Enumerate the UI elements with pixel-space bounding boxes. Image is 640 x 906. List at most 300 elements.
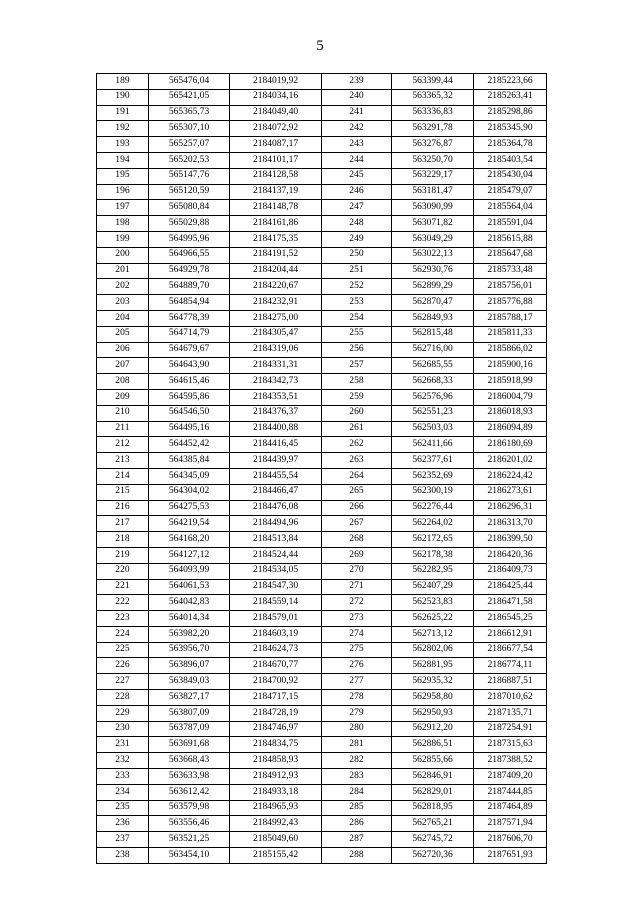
- y-coordinate-left: 2184746,97: [230, 721, 322, 737]
- x-coordinate-left: 563691,68: [149, 737, 230, 753]
- point-number-right: 288: [322, 848, 392, 864]
- point-number-right: 239: [322, 74, 392, 90]
- point-number-left: 216: [97, 500, 149, 516]
- point-number-right: 243: [322, 137, 392, 153]
- point-number-left: 212: [97, 437, 149, 453]
- y-coordinate-left: 2184128,58: [230, 168, 322, 184]
- x-coordinate-left: 564714,79: [149, 326, 230, 342]
- point-number-right: 264: [322, 468, 392, 484]
- y-coordinate-left: 2184331,31: [230, 358, 322, 374]
- y-coordinate-left: 2184494,96: [230, 516, 322, 532]
- x-coordinate-right: 563399,44: [392, 74, 474, 90]
- y-coordinate-right: 2186004,79: [474, 389, 547, 405]
- point-number-right: 258: [322, 374, 392, 390]
- point-number-left: 229: [97, 705, 149, 721]
- x-coordinate-left: 564014,34: [149, 611, 230, 627]
- point-number-left: 237: [97, 832, 149, 848]
- point-number-left: 206: [97, 342, 149, 358]
- point-number-right: 257: [322, 358, 392, 374]
- table-row: [97, 89, 547, 105]
- table-row: [97, 547, 547, 563]
- y-coordinate-right: 2186296,31: [474, 500, 547, 516]
- point-number-right: 266: [322, 500, 392, 516]
- y-coordinate-left: 2184547,30: [230, 579, 322, 595]
- point-number-right: 271: [322, 579, 392, 595]
- x-coordinate-left: 565307,10: [149, 121, 230, 137]
- table-row: [97, 421, 547, 437]
- point-number-left: 235: [97, 800, 149, 816]
- x-coordinate-left: 564042,83: [149, 595, 230, 611]
- y-coordinate-right: 2186887,51: [474, 674, 547, 690]
- x-coordinate-left: 564495,16: [149, 421, 230, 437]
- point-number-right: 241: [322, 105, 392, 121]
- y-coordinate-right: 2186774,11: [474, 658, 547, 674]
- point-number-right: 267: [322, 516, 392, 532]
- point-number-right: 275: [322, 642, 392, 658]
- y-coordinate-left: 2185049,60: [230, 832, 322, 848]
- point-number-left: 218: [97, 532, 149, 548]
- point-number-right: 240: [322, 89, 392, 105]
- y-coordinate-left: 2184342,73: [230, 374, 322, 390]
- table-row: [97, 626, 547, 642]
- y-coordinate-right: 2186094,89: [474, 421, 547, 437]
- y-coordinate-right: 2185776,88: [474, 295, 547, 311]
- y-coordinate-left: 2184603,19: [230, 626, 322, 642]
- y-coordinate-right: 2185918,99: [474, 374, 547, 390]
- point-number-right: 274: [322, 626, 392, 642]
- x-coordinate-right: 562300,19: [392, 484, 474, 500]
- y-coordinate-left: 2184513,84: [230, 532, 322, 548]
- coordinates-table-body: [97, 74, 547, 864]
- x-coordinate-right: 563291,78: [392, 121, 474, 137]
- table-row: [97, 816, 547, 832]
- y-coordinate-right: 2185647,68: [474, 247, 547, 263]
- y-coordinate-right: 2185788,17: [474, 310, 547, 326]
- table-row: [97, 137, 547, 153]
- x-coordinate-right: 563071,82: [392, 216, 474, 232]
- x-coordinate-left: 563556,46: [149, 816, 230, 832]
- y-coordinate-right: 2186409,73: [474, 563, 547, 579]
- point-number-left: 232: [97, 753, 149, 769]
- y-coordinate-right: 2187135,71: [474, 705, 547, 721]
- y-coordinate-left: 2184439,97: [230, 453, 322, 469]
- table-row: [97, 674, 547, 690]
- point-number-right: 282: [322, 753, 392, 769]
- table-row: [97, 563, 547, 579]
- point-number-left: 223: [97, 611, 149, 627]
- y-coordinate-left: 2184834,75: [230, 737, 322, 753]
- y-coordinate-right: 2186399,50: [474, 532, 547, 548]
- table-row: [97, 784, 547, 800]
- x-coordinate-left: 563982,20: [149, 626, 230, 642]
- x-coordinate-left: 564546,50: [149, 405, 230, 421]
- x-coordinate-left: 565029,88: [149, 216, 230, 232]
- y-coordinate-right: 2187571,94: [474, 816, 547, 832]
- x-coordinate-right: 562377,61: [392, 453, 474, 469]
- table-row: [97, 500, 547, 516]
- y-coordinate-right: 2185345,90: [474, 121, 547, 137]
- table-row: [97, 848, 547, 864]
- y-coordinate-right: 2185263,41: [474, 89, 547, 105]
- x-coordinate-left: 564168,20: [149, 532, 230, 548]
- x-coordinate-right: 562881,95: [392, 658, 474, 674]
- y-coordinate-left: 2184624,73: [230, 642, 322, 658]
- x-coordinate-right: 562503,03: [392, 421, 474, 437]
- table-row: [97, 74, 547, 90]
- x-coordinate-right: 562282,95: [392, 563, 474, 579]
- point-number-left: 195: [97, 168, 149, 184]
- x-coordinate-right: 562713,12: [392, 626, 474, 642]
- table-row: [97, 216, 547, 232]
- point-number-left: 193: [97, 137, 149, 153]
- point-number-right: 263: [322, 453, 392, 469]
- x-coordinate-left: 563521,25: [149, 832, 230, 848]
- x-coordinate-right: 562935,32: [392, 674, 474, 690]
- x-coordinate-right: 563090,99: [392, 200, 474, 216]
- y-coordinate-right: 2185733,48: [474, 263, 547, 279]
- x-coordinate-left: 563896,07: [149, 658, 230, 674]
- x-coordinate-left: 563454,10: [149, 848, 230, 864]
- x-coordinate-right: 563049,29: [392, 231, 474, 247]
- point-number-right: 242: [322, 121, 392, 137]
- x-coordinate-right: 562849,93: [392, 310, 474, 326]
- y-coordinate-right: 2186201,02: [474, 453, 547, 469]
- x-coordinate-right: 562818,95: [392, 800, 474, 816]
- table-row: [97, 342, 547, 358]
- point-number-left: 238: [97, 848, 149, 864]
- y-coordinate-left: 2184992,43: [230, 816, 322, 832]
- x-coordinate-left: 565147,76: [149, 168, 230, 184]
- y-coordinate-left: 2184319,06: [230, 342, 322, 358]
- point-number-right: 273: [322, 611, 392, 627]
- y-coordinate-left: 2184455,54: [230, 468, 322, 484]
- table-row: [97, 595, 547, 611]
- x-coordinate-left: 565257,07: [149, 137, 230, 153]
- point-number-right: 287: [322, 832, 392, 848]
- point-number-right: 249: [322, 231, 392, 247]
- point-number-left: 220: [97, 563, 149, 579]
- y-coordinate-right: 2187651,93: [474, 848, 547, 864]
- y-coordinate-left: 2184534,05: [230, 563, 322, 579]
- x-coordinate-left: 564643,90: [149, 358, 230, 374]
- x-coordinate-left: 564304,02: [149, 484, 230, 500]
- x-coordinate-left: 563579,98: [149, 800, 230, 816]
- point-number-right: 279: [322, 705, 392, 721]
- x-coordinate-left: 565421,05: [149, 89, 230, 105]
- table-row: [97, 184, 547, 200]
- y-coordinate-left: 2184965,93: [230, 800, 322, 816]
- point-number-right: 286: [322, 816, 392, 832]
- x-coordinate-right: 562815,48: [392, 326, 474, 342]
- x-coordinate-right: 562716,00: [392, 342, 474, 358]
- x-coordinate-right: 562720,36: [392, 848, 474, 864]
- y-coordinate-right: 2185430,04: [474, 168, 547, 184]
- x-coordinate-left: 564995,96: [149, 231, 230, 247]
- y-coordinate-right: 2185403,54: [474, 152, 547, 168]
- point-number-left: 196: [97, 184, 149, 200]
- point-number-right: 245: [322, 168, 392, 184]
- y-coordinate-right: 2185298,86: [474, 105, 547, 121]
- table-row: [97, 769, 547, 785]
- y-coordinate-left: 2184019,92: [230, 74, 322, 90]
- point-number-left: 225: [97, 642, 149, 658]
- x-coordinate-right: 562685,55: [392, 358, 474, 374]
- x-coordinate-left: 564929,78: [149, 263, 230, 279]
- point-number-right: 253: [322, 295, 392, 311]
- point-number-left: 213: [97, 453, 149, 469]
- point-number-right: 269: [322, 547, 392, 563]
- coordinates-table: [96, 73, 547, 864]
- y-coordinate-left: 2184232,91: [230, 295, 322, 311]
- y-coordinate-right: 2185591,04: [474, 216, 547, 232]
- y-coordinate-left: 2184137,19: [230, 184, 322, 200]
- point-number-right: 285: [322, 800, 392, 816]
- point-number-left: 226: [97, 658, 149, 674]
- y-coordinate-left: 2184376,37: [230, 405, 322, 421]
- x-coordinate-left: 563956,70: [149, 642, 230, 658]
- y-coordinate-left: 2184700,92: [230, 674, 322, 690]
- y-coordinate-left: 2184087,17: [230, 137, 322, 153]
- y-coordinate-left: 2184559,14: [230, 595, 322, 611]
- y-coordinate-left: 2184858,93: [230, 753, 322, 769]
- x-coordinate-left: 565476,04: [149, 74, 230, 90]
- x-coordinate-left: 565120,59: [149, 184, 230, 200]
- y-coordinate-right: 2186224,42: [474, 468, 547, 484]
- y-coordinate-right: 2186425,44: [474, 579, 547, 595]
- point-number-left: 203: [97, 295, 149, 311]
- x-coordinate-left: 564854,94: [149, 295, 230, 311]
- point-number-left: 215: [97, 484, 149, 500]
- point-number-left: 197: [97, 200, 149, 216]
- point-number-right: 270: [322, 563, 392, 579]
- x-coordinate-left: 565202,53: [149, 152, 230, 168]
- point-number-left: 189: [97, 74, 149, 90]
- x-coordinate-right: 562829,01: [392, 784, 474, 800]
- x-coordinate-left: 563787,09: [149, 721, 230, 737]
- point-number-right: 272: [322, 595, 392, 611]
- x-coordinate-right: 562523,83: [392, 595, 474, 611]
- y-coordinate-left: 2185155,42: [230, 848, 322, 864]
- point-number-left: 219: [97, 547, 149, 563]
- x-coordinate-right: 562551,23: [392, 405, 474, 421]
- x-coordinate-left: 564679,67: [149, 342, 230, 358]
- point-number-right: 246: [322, 184, 392, 200]
- y-coordinate-right: 2187409,20: [474, 769, 547, 785]
- x-coordinate-left: 564889,70: [149, 279, 230, 295]
- point-number-right: 252: [322, 279, 392, 295]
- point-number-left: 191: [97, 105, 149, 121]
- point-number-left: 198: [97, 216, 149, 232]
- table-row: [97, 200, 547, 216]
- point-number-right: 247: [322, 200, 392, 216]
- y-coordinate-right: 2186545,25: [474, 611, 547, 627]
- y-coordinate-right: 2186677,54: [474, 642, 547, 658]
- table-row: [97, 453, 547, 469]
- point-number-right: 248: [322, 216, 392, 232]
- x-coordinate-right: 562178,38: [392, 547, 474, 563]
- table-row: [97, 721, 547, 737]
- table-row: [97, 326, 547, 342]
- point-number-right: 268: [322, 532, 392, 548]
- y-coordinate-left: 2184161,86: [230, 216, 322, 232]
- y-coordinate-left: 2184670,77: [230, 658, 322, 674]
- y-coordinate-right: 2186612,91: [474, 626, 547, 642]
- x-coordinate-left: 565080,84: [149, 200, 230, 216]
- y-coordinate-right: 2186180,69: [474, 437, 547, 453]
- x-coordinate-left: 565365,73: [149, 105, 230, 121]
- table-row: [97, 579, 547, 595]
- point-number-left: 217: [97, 516, 149, 532]
- y-coordinate-left: 2184220,67: [230, 279, 322, 295]
- y-coordinate-right: 2185756,01: [474, 279, 547, 295]
- table-row: [97, 310, 547, 326]
- x-coordinate-left: 564385,84: [149, 453, 230, 469]
- y-coordinate-left: 2184717,15: [230, 690, 322, 706]
- table-row: [97, 152, 547, 168]
- x-coordinate-right: 562411,66: [392, 437, 474, 453]
- y-coordinate-right: 2185479,07: [474, 184, 547, 200]
- table-row: [97, 832, 547, 848]
- y-coordinate-right: 2185900,16: [474, 358, 547, 374]
- y-coordinate-left: 2184416,45: [230, 437, 322, 453]
- point-number-right: 259: [322, 389, 392, 405]
- y-coordinate-right: 2186313,70: [474, 516, 547, 532]
- x-coordinate-right: 562912,20: [392, 721, 474, 737]
- x-coordinate-right: 562264,02: [392, 516, 474, 532]
- y-coordinate-right: 2185564,04: [474, 200, 547, 216]
- point-number-right: 284: [322, 784, 392, 800]
- point-number-right: 255: [322, 326, 392, 342]
- x-coordinate-right: 562846,91: [392, 769, 474, 785]
- y-coordinate-right: 2186273,61: [474, 484, 547, 500]
- y-coordinate-right: 2187254,91: [474, 721, 547, 737]
- y-coordinate-left: 2184148,78: [230, 200, 322, 216]
- x-coordinate-right: 563229,17: [392, 168, 474, 184]
- point-number-right: 261: [322, 421, 392, 437]
- point-number-right: 265: [322, 484, 392, 500]
- point-number-right: 262: [322, 437, 392, 453]
- point-number-right: 260: [322, 405, 392, 421]
- point-number-left: 227: [97, 674, 149, 690]
- point-number-left: 221: [97, 579, 149, 595]
- point-number-right: 250: [322, 247, 392, 263]
- point-number-left: 228: [97, 690, 149, 706]
- y-coordinate-right: 2186471,58: [474, 595, 547, 611]
- point-number-left: 199: [97, 231, 149, 247]
- y-coordinate-right: 2186018,93: [474, 405, 547, 421]
- point-number-right: 277: [322, 674, 392, 690]
- x-coordinate-right: 563276,87: [392, 137, 474, 153]
- x-coordinate-left: 564595,86: [149, 389, 230, 405]
- table-row: [97, 405, 547, 421]
- x-coordinate-right: 562870,47: [392, 295, 474, 311]
- table-row: [97, 658, 547, 674]
- y-coordinate-left: 2184305,47: [230, 326, 322, 342]
- table-row: [97, 468, 547, 484]
- table-row: [97, 358, 547, 374]
- point-number-left: 192: [97, 121, 149, 137]
- page-number: 5: [316, 38, 324, 54]
- point-number-right: 251: [322, 263, 392, 279]
- y-coordinate-left: 2184933,18: [230, 784, 322, 800]
- table-row: [97, 247, 547, 263]
- x-coordinate-right: 563365,32: [392, 89, 474, 105]
- x-coordinate-left: 563668,43: [149, 753, 230, 769]
- table-row: [97, 389, 547, 405]
- point-number-left: 209: [97, 389, 149, 405]
- y-coordinate-left: 2184049,40: [230, 105, 322, 121]
- point-number-left: 204: [97, 310, 149, 326]
- y-coordinate-left: 2184175,35: [230, 231, 322, 247]
- x-coordinate-right: 562352,69: [392, 468, 474, 484]
- y-coordinate-left: 2184204,44: [230, 263, 322, 279]
- x-coordinate-right: 562930,76: [392, 263, 474, 279]
- point-number-right: 283: [322, 769, 392, 785]
- y-coordinate-left: 2184579,01: [230, 611, 322, 627]
- y-coordinate-right: 2186420,36: [474, 547, 547, 563]
- y-coordinate-left: 2184400,88: [230, 421, 322, 437]
- y-coordinate-right: 2187315,63: [474, 737, 547, 753]
- table-row: [97, 231, 547, 247]
- point-number-left: 211: [97, 421, 149, 437]
- x-coordinate-left: 564093,99: [149, 563, 230, 579]
- point-number-left: 207: [97, 358, 149, 374]
- y-coordinate-right: 2185866,02: [474, 342, 547, 358]
- x-coordinate-right: 562576,96: [392, 389, 474, 405]
- point-number-right: 276: [322, 658, 392, 674]
- x-coordinate-right: 562407,29: [392, 579, 474, 595]
- x-coordinate-right: 562958,80: [392, 690, 474, 706]
- y-coordinate-left: 2184034,16: [230, 89, 322, 105]
- x-coordinate-left: 564127,12: [149, 547, 230, 563]
- point-number-left: 200: [97, 247, 149, 263]
- table-row: [97, 753, 547, 769]
- point-number-left: 190: [97, 89, 149, 105]
- x-coordinate-right: 562899,29: [392, 279, 474, 295]
- y-coordinate-right: 2187010,62: [474, 690, 547, 706]
- point-number-left: 236: [97, 816, 149, 832]
- point-number-right: 244: [322, 152, 392, 168]
- x-coordinate-left: 564966,55: [149, 247, 230, 263]
- x-coordinate-right: 563250,70: [392, 152, 474, 168]
- x-coordinate-right: 562802,06: [392, 642, 474, 658]
- point-number-left: 233: [97, 769, 149, 785]
- y-coordinate-right: 2187464,89: [474, 800, 547, 816]
- table-row: [97, 295, 547, 311]
- x-coordinate-left: 563633,98: [149, 769, 230, 785]
- table-row: [97, 263, 547, 279]
- point-number-left: 234: [97, 784, 149, 800]
- x-coordinate-left: 564061,53: [149, 579, 230, 595]
- x-coordinate-right: 562745,72: [392, 832, 474, 848]
- y-coordinate-left: 2184466,47: [230, 484, 322, 500]
- y-coordinate-left: 2184353,51: [230, 389, 322, 405]
- x-coordinate-left: 564219,54: [149, 516, 230, 532]
- table-row: [97, 437, 547, 453]
- x-coordinate-right: 562276,44: [392, 500, 474, 516]
- table-row: [97, 105, 547, 121]
- point-number-left: 222: [97, 595, 149, 611]
- table-row: [97, 484, 547, 500]
- x-coordinate-right: 562765,21: [392, 816, 474, 832]
- y-coordinate-right: 2185364,78: [474, 137, 547, 153]
- point-number-left: 194: [97, 152, 149, 168]
- point-number-left: 214: [97, 468, 149, 484]
- point-number-left: 230: [97, 721, 149, 737]
- table-row: [97, 800, 547, 816]
- x-coordinate-left: 563849,03: [149, 674, 230, 690]
- point-number-left: 224: [97, 626, 149, 642]
